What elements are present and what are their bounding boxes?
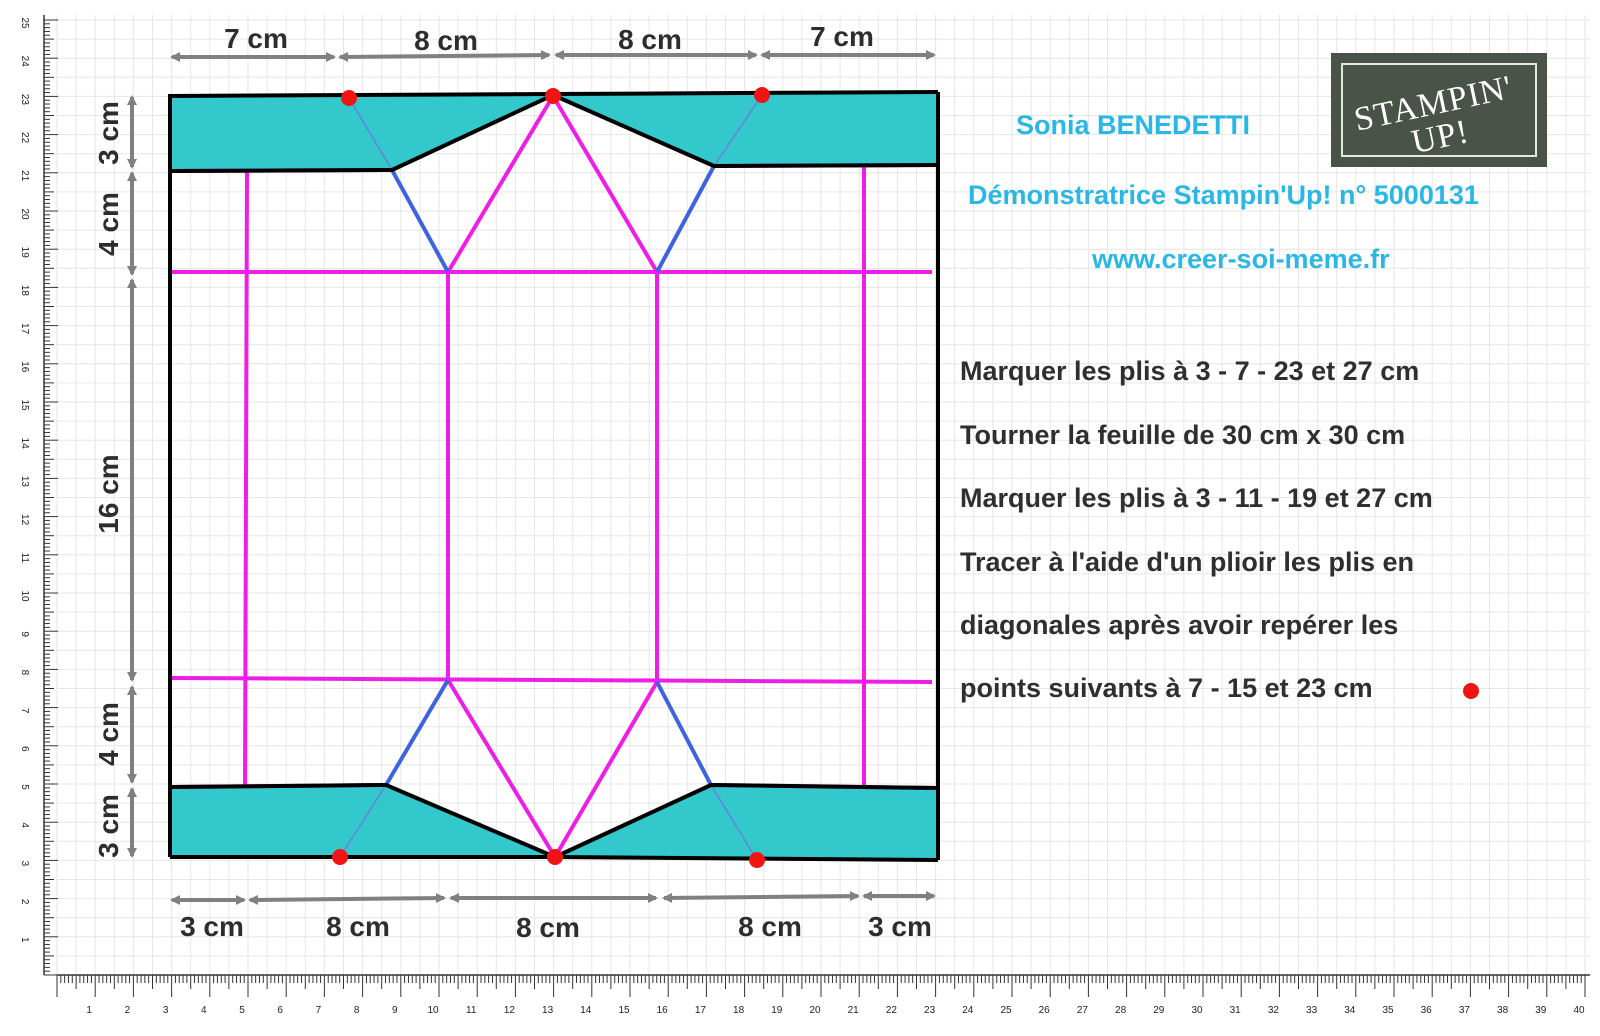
marker-dot (332, 849, 348, 865)
magenta-fold-lines (172, 96, 938, 857)
ruler-label: 19 (19, 246, 30, 258)
ruler-label: 4 (19, 822, 30, 828)
ruler-label: 9 (392, 1005, 398, 1016)
author-name: Sonia BENEDETTI (1016, 110, 1251, 140)
blue-fold-4 (657, 682, 711, 785)
ruler-label: 16 (656, 1005, 668, 1016)
marker-dot (749, 852, 765, 868)
ruler-label: 6 (277, 1005, 283, 1016)
ruler-label: 3 (19, 860, 30, 867)
ruler-label: 33 (1306, 1005, 1318, 1016)
marker-dot (341, 90, 357, 106)
ruler-label: 5 (19, 784, 30, 790)
instruction-line: points suivants à 7 - 15 et 23 cm (960, 673, 1373, 703)
left-dim-label: 3 cm (93, 101, 124, 165)
top-dim-label: 7 cm (810, 21, 874, 52)
ruler-label: 39 (1535, 1005, 1547, 1016)
instruction-line: Marquer les plis à 3 - 11 - 19 et 27 cm (960, 483, 1433, 513)
ruler-label: 18 (19, 284, 30, 296)
top-dim-label: 7 cm (224, 23, 288, 54)
demonstrator-line: Démonstratrice Stampin'Up! n° 5000131 (968, 180, 1479, 210)
ruler-label: 34 (1344, 1005, 1356, 1016)
sheet-outline (168, 92, 938, 860)
ruler-label: 40 (1573, 1005, 1585, 1016)
ruler-label: 6 (19, 746, 30, 752)
marker-dot (545, 88, 561, 104)
ruler-label: 17 (19, 323, 30, 335)
marker-dot (754, 87, 770, 103)
instruction-line: Marquer les plis à 3 - 7 - 23 et 27 cm (960, 356, 1420, 386)
website-link[interactable]: www.creer-soi-meme.fr (1092, 244, 1390, 274)
ruler-label: 18 (733, 1005, 745, 1016)
instruction-line: Tracer à l'aide d'un plioir les plis en (960, 547, 1414, 577)
bottom-dim-arrow (250, 898, 444, 900)
ruler-label: 19 (771, 1005, 783, 1016)
ruler-label: 17 (694, 1005, 706, 1016)
ruler-label: 20 (19, 208, 30, 220)
ruler-label: 4 (201, 1005, 207, 1016)
ruler-label: 15 (618, 1005, 630, 1016)
ruler-label: 12 (503, 1005, 515, 1016)
ruler-label: 10 (19, 590, 30, 602)
instruction-line: Tourner la feuille de 30 cm x 30 cm (960, 420, 1406, 450)
logo-text: STAMPIN' UP! (1350, 69, 1516, 162)
ruler-label: 8 (353, 1005, 360, 1016)
ruler-label: 25 (19, 17, 30, 29)
ruler-label: 30 (1191, 1005, 1203, 1016)
top-dimensions (172, 55, 934, 57)
ruler-label: 12 (19, 514, 30, 526)
ruler-label: 22 (885, 1005, 897, 1016)
bottom-dim-label: 3 cm (180, 911, 244, 942)
ruler-label: 25 (1000, 1005, 1012, 1016)
top-dimension-labels (224, 21, 874, 56)
ruler-label: 3 (162, 1005, 169, 1016)
ruler-label: 9 (19, 631, 30, 637)
ruler-label: 22 (19, 132, 30, 144)
ruler-label: 7 (19, 707, 30, 714)
ruler-label: 20 (809, 1005, 821, 1016)
ruler-label: 28 (1115, 1005, 1127, 1016)
top-dim-label: 8 cm (414, 25, 478, 56)
ruler-label: 24 (19, 55, 30, 67)
ruler-label: 31 (1229, 1005, 1241, 1016)
bottom-dim-label: 8 cm (516, 912, 580, 943)
ruler-label: 27 (1076, 1005, 1088, 1016)
left-dim-label: 4 cm (93, 192, 124, 256)
ruler-label: 26 (1038, 1005, 1050, 1016)
legend-marker-dot (1463, 683, 1479, 699)
ruler-label: 29 (1153, 1005, 1165, 1016)
blue-fold-2 (657, 166, 714, 272)
ruler-label: 15 (19, 399, 30, 411)
bottom-dimension-labels (180, 911, 932, 943)
left-dim-label: 4 cm (93, 702, 124, 766)
ruler-label: 7 (315, 1005, 322, 1016)
top-dim-label: 8 cm (618, 24, 682, 55)
marker-dot (547, 849, 563, 865)
left-dim-label: 16 cm (93, 454, 124, 534)
left-dimension-labels (93, 101, 124, 858)
ruler-label: 14 (580, 1005, 592, 1016)
ruler-label: 1 (86, 1005, 92, 1016)
bottom-dim-arrow (664, 896, 858, 898)
ruler-label: 35 (1382, 1005, 1394, 1016)
instruction-line: diagonales après avoir repérer les (960, 610, 1399, 640)
thin-blue-guides (340, 95, 762, 860)
ruler-label: 37 (1458, 1005, 1470, 1016)
ruler-label: 23 (19, 93, 30, 105)
ruler-label: 13 (542, 1005, 554, 1016)
ruler-label: 36 (1420, 1005, 1432, 1016)
bottom-dim-label: 8 cm (326, 911, 390, 942)
stampin-up-logo (1331, 53, 1547, 167)
ruler-label: 24 (962, 1005, 974, 1016)
ruler-label: 2 (19, 898, 30, 905)
ruler-label: 23 (924, 1005, 936, 1016)
ruler-label: 2 (124, 1005, 131, 1016)
ruler-label: 8 (19, 669, 30, 676)
ruler-label: 5 (239, 1005, 245, 1016)
ruler-label: 11 (466, 1005, 477, 1016)
ruler-label: 21 (19, 170, 30, 182)
left-ruler (19, 15, 58, 975)
blue-fold-lines (386, 166, 714, 785)
fold-v-3 (245, 172, 247, 786)
ruler-label: 32 (1267, 1005, 1279, 1016)
ruler-label: 14 (19, 437, 30, 449)
ruler-label: 11 (19, 552, 30, 563)
left-dim-label: 3 cm (93, 794, 124, 858)
ruler-label: 1 (19, 937, 30, 943)
ruler-label: 13 (19, 475, 30, 487)
bottom-dim-label: 8 cm (738, 911, 802, 942)
ruler-label: 16 (19, 361, 30, 373)
ruler-label: 38 (1497, 1005, 1509, 1016)
top-left-flap (170, 95, 553, 171)
bottom-ruler (57, 975, 1590, 1016)
bottom-dim-label: 3 cm (868, 911, 932, 942)
ruler-label: 10 (427, 1005, 439, 1016)
ruler-label: 21 (847, 1005, 859, 1016)
